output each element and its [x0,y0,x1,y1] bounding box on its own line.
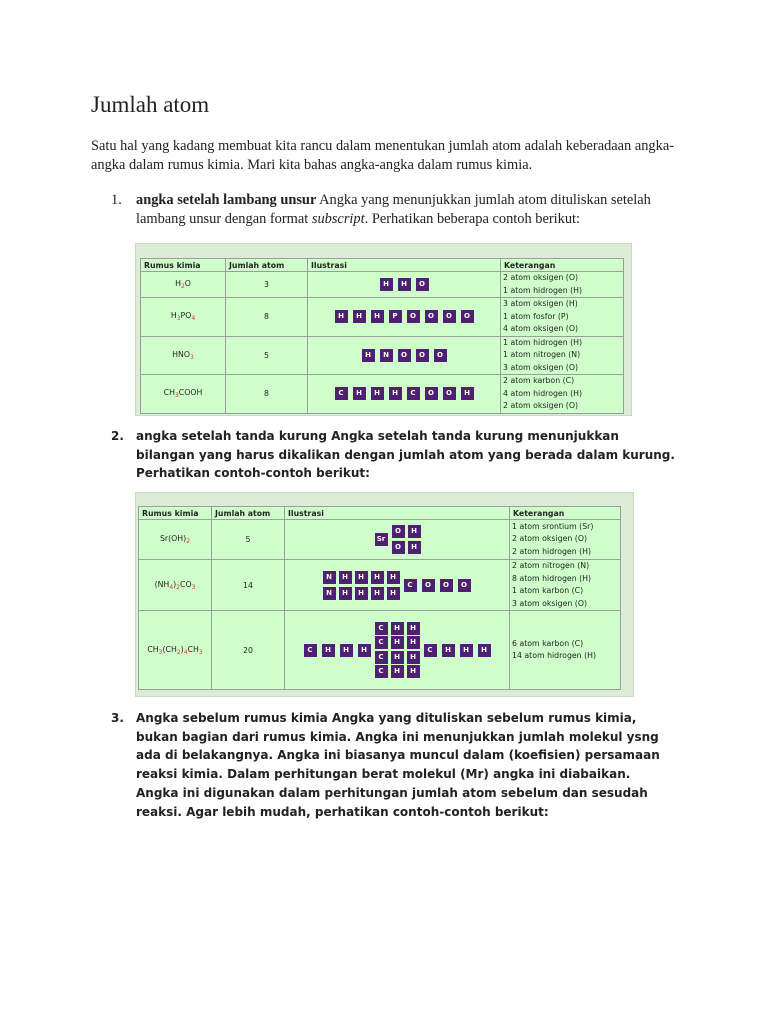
atom-stack [369,568,385,603]
atom-icon: N [323,571,336,584]
formula-cell [139,611,212,690]
atom-icon: H [442,644,455,657]
atom-icon: O [443,310,456,323]
atom-icon: O [425,310,438,323]
illustration-cell [285,560,510,611]
atom-icon: N [380,349,393,362]
formula-subscript: 3 [158,648,163,656]
formula-subscript: 3 [176,315,181,323]
atom-icon: C [404,579,417,592]
keterangan-line: 8 atom hidrogen (H) [512,573,592,583]
atom-icon: O [416,278,429,291]
keterangan-cell [510,520,621,560]
atom-icon: H [387,571,400,584]
keterangan-line: 1 atom karbon (C) [512,586,584,595]
atom-stack [390,522,406,557]
col-rumus: Rumus kimia [139,507,212,520]
formula-cell [141,272,226,298]
keterangan-line: 1 atom hidrogen (H) [503,285,583,295]
keterangan-line: 1 atom fosfor (P) [503,311,569,321]
atom-icon: H [391,665,404,678]
atom-icon: H [389,387,402,400]
col-jumlah: Jumlah atom [226,259,308,272]
list-number: 3. [111,711,124,725]
table-row [141,298,624,337]
atom-icon: H [371,587,384,600]
item-text-b: . Perhatikan beberapa contoh berikut: [364,211,581,227]
atom-icon: C [375,665,388,678]
atom-icon: H [408,541,421,554]
table2-panel [135,492,634,697]
table-header-row [141,259,624,272]
atom-icon: O [440,579,453,592]
list-item-text [136,191,681,229]
table-row [141,272,624,298]
formula-subscript: 4 [191,315,196,323]
atom-stack [321,568,337,603]
atom-group [372,522,422,557]
intro-paragraph: Satu hal yang kadang membuat kita rancu dalam menentukan jumlah atom adalah keberadaan angka-angka dalam rumus kimia. Mari kita bahas angka-angka dalam rumus kimia. [91,138,674,173]
atom-icon: O [422,579,435,592]
atom-icon: O [416,349,429,362]
item-heading: angka setelah lambang unsur [136,192,317,208]
formula-text: (CH [162,644,177,654]
keterangan-line: 14 atom hidrogen (H) [512,651,597,660]
atom-icon: H [407,636,420,649]
atom-icon: O [458,579,471,592]
illustration-cell [285,520,510,560]
atom-row [311,278,497,291]
count-cell: 14 [212,560,285,611]
page-title: Jumlah atom [91,92,210,117]
formula-subscript: 4 [169,583,174,591]
atom-stack [353,568,369,603]
table-row [141,375,624,414]
atom-group [321,568,473,603]
formula-text: CH [163,388,175,398]
col-rumus: Rumus kimia [141,259,226,272]
list-item-text: Angka sebelum rumus kimia Angka yang dituliskan sebelum rumus kimia, bukan bagian dari rumus kimia. Angka ini menunjukkan jumlah molekul ysng ada di belakangnya. Angka ini biasanya muncul dalam (koefisien) persamaan reaksi kimia. Dalam perhitungan berat molekul (Mr) angka ini diabaikan. Angka ini digunakan dalam perhitungan jumlah atom sebelum dan sesudah reaksi. Agar lebih mudah, perhatikan contoh-contoh berikut: [136,711,660,819]
atom-row [311,310,497,323]
col-keterangan: Keterangan [510,507,621,520]
atom-icon: H [407,665,420,678]
keterangan-line: 2 atom oksigen (O) [512,534,588,544]
formula-text: CH [187,644,199,654]
atom-icon: H [478,644,491,657]
atom-icon: P [389,310,402,323]
atom-icon: H [335,310,348,323]
formula-subscript: 3 [190,353,194,361]
count-cell: 5 [212,520,285,560]
atom-icon: O [407,310,420,323]
atom-icon: H [339,587,352,600]
table-row [139,611,621,690]
keterangan-line: 1 atom hidrogen (H) [503,337,583,347]
keterangan-line: 1 atom nitrogen (N) [503,350,581,359]
atom-icon: O [443,387,456,400]
atom-icon: H [461,387,474,400]
formula-text: H [175,279,181,288]
atom-stack [385,568,401,603]
table-row [139,560,621,611]
atom-icon: O [461,310,474,323]
count-cell: 3 [226,272,308,298]
keterangan-line: 2 atom nitrogen (N) [512,561,590,570]
atom-icon: H [340,644,353,657]
atom-icon: H [362,349,375,362]
formula-text: H [170,311,177,321]
col-ilustrasi: Ilustrasi [285,507,510,520]
atom-icon: Sr [375,533,388,546]
atom-icon: C [375,636,388,649]
keterangan-line: 2 atom karbon (C) [503,376,575,385]
atom-stack [337,568,353,603]
atom-icon: H [339,571,352,584]
illustration-cell [308,375,501,414]
count-cell: 20 [212,611,285,690]
table1-panel [135,243,632,416]
atom-icon: H [460,644,473,657]
keterangan-line: 3 atom oksigen (O) [503,362,579,372]
keterangan-cell [510,611,621,690]
formula-cell [141,336,226,375]
keterangan-line: 1 atom srontium (Sr) [512,521,594,531]
item-text-line1: angka setelah tanda kurung Angka setelah tanda kurung menunjukkan bilangan yang harus dikalikan dengan jumlah atom yang berada dalam kurung. [136,429,675,462]
formula-text: O [184,279,191,288]
count-cell: 5 [226,336,308,375]
atom-icon: O [398,349,411,362]
atom-stack [389,620,405,680]
atom-icon: H [380,278,393,291]
atom-icon: O [392,525,405,538]
formula-cell [141,298,226,337]
atom-icon: H [398,278,411,291]
atom-stack [406,522,422,557]
atom-icon: H [353,310,366,323]
atom-table-2 [138,506,621,690]
keterangan-line: 2 atom oksigen (O) [503,273,579,282]
formula-text: (NH [154,579,170,589]
keterangan-line: 3 atom oksigen (O) [512,598,588,608]
keterangan-line: 6 atom karbon (C) [512,638,584,648]
keterangan-cell [501,375,624,414]
atom-table-1 [140,258,624,414]
atom-icon: H [358,644,371,657]
illustration-cell [285,611,510,690]
formula-text: CH [147,644,159,654]
atom-icon: H [391,651,404,664]
atom-stack-group [390,522,422,557]
formula-subscript: 2 [176,648,181,656]
keterangan-cell [501,298,624,337]
list-item-2 [111,427,681,483]
table-header-row [139,507,621,520]
atom-icon: H [407,622,420,635]
formula-subscript: 3 [191,583,196,591]
list-number: 1. [111,192,122,208]
keterangan-line: 3 atom oksigen (H) [503,299,578,308]
atom-icon: O [392,541,405,554]
item-text-line2: Perhatikan contoh-contoh berikut: [136,466,370,480]
formula-subscript: 4 [183,648,188,656]
count-cell: 8 [226,298,308,337]
atom-icon: H [353,387,366,400]
atom-icon: O [434,349,447,362]
item-text-a: Angka yang menunjukkan jumlah atom dituliskan setelah lambang unsur dengan format [136,192,651,227]
atom-icon: C [407,387,420,400]
formula-text: COOH [178,388,203,398]
keterangan-cell [501,272,624,298]
atom-icon: H [407,651,420,664]
atom-icon: C [375,651,388,664]
formula-text: PO [180,311,192,321]
atom-stack [373,620,389,680]
atom-icon: C [424,644,437,657]
illustration-cell [308,272,501,298]
formula-cell [139,560,212,611]
item-text-italic: subscript [311,211,365,227]
keterangan-cell [501,336,624,375]
atom-icon: H [355,587,368,600]
formula-subscript: 3 [174,392,179,400]
keterangan-line: 2 atom oksigen (O) [503,401,579,410]
illustration-cell [308,298,501,337]
count-cell: 8 [226,375,308,414]
atom-icon: C [304,644,317,657]
formula-subscript: 3 [198,648,203,656]
list-item-text [136,427,681,483]
keterangan-cell [510,560,621,611]
atom-icon: N [323,587,336,600]
formula-text: CO [180,579,192,589]
formula-subscript: 2 [180,283,185,290]
formula-cell [141,375,226,414]
formula-subscript: 2 [176,583,181,591]
atom-icon: H [371,387,384,400]
atom-row [311,387,497,400]
formula-text: HNO [172,349,190,359]
atom-icon: C [335,387,348,400]
formula-text: ) [180,644,184,654]
atom-group [301,620,493,680]
col-keterangan: Keterangan [501,259,624,272]
atom-icon: H [391,636,404,649]
atom-icon: H [408,525,421,538]
col-jumlah: Jumlah atom [212,507,285,520]
table-row [141,336,624,375]
atom-icon: H [387,587,400,600]
table-row [139,520,621,560]
atom-icon: H [371,571,384,584]
list-number: 2. [111,429,124,443]
formula-text: Sr(OH) [159,534,187,543]
list-item-1 [111,191,681,229]
atom-icon: H [371,310,384,323]
atom-icon: C [375,622,388,635]
list-item-3 [111,709,666,821]
keterangan-line: 2 atom hidrogen (H) [512,546,592,556]
atom-row [311,349,497,362]
formula-text: ) [173,579,177,589]
atom-icon: H [391,622,404,635]
keterangan-line: 4 atom oksigen (O) [503,324,579,333]
atom-icon: H [322,644,335,657]
illustration-cell [308,336,501,375]
atom-icon: H [355,571,368,584]
keterangan-line: 4 atom hidrogen (H) [503,388,583,398]
formula-cell [139,520,212,560]
atom-icon: O [425,387,438,400]
col-ilustrasi: Ilustrasi [308,259,501,272]
atom-stack [405,620,421,680]
formula-subscript: 2 [186,538,191,545]
